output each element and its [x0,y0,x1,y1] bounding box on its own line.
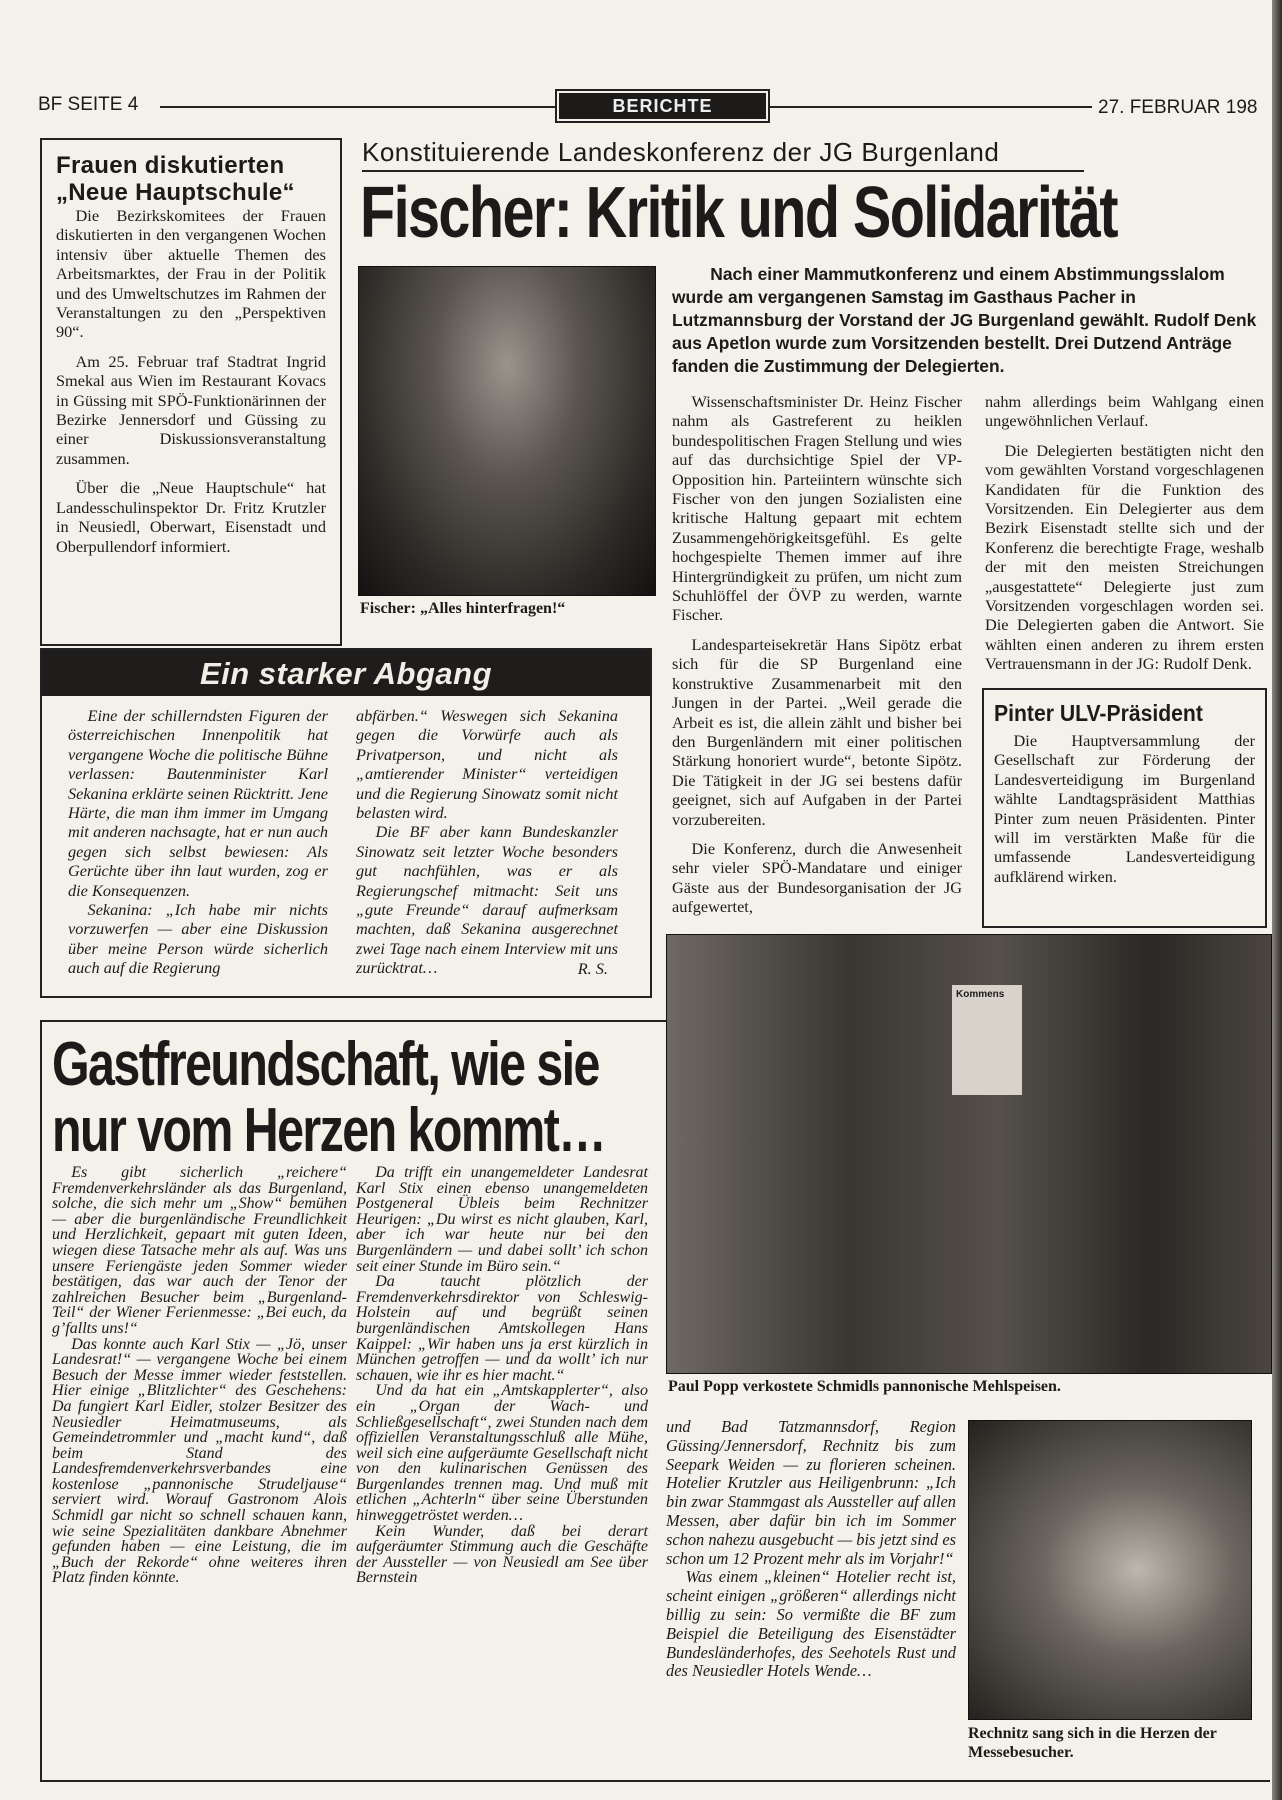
article-abgang [40,648,652,998]
headline-line: nur vom Herzen kommt… [52,1096,606,1165]
paragraph: Die Hauptversammlung der Gesellschaft zur Förderung der Landesverteidigung im Burgenland wählte Landtagspräsident Matthias Pinter zum neuen Präsidenten. Pinter will im verstärkten Maße für die umfassende Landesverteidigung aufklärend wirken. [994,731,1255,886]
paragraph: Eine der schillerndsten Figuren der österreichischen Innenpolitik hat vergangene Woche die politische Bühne verlassen: Bautenminister Karl Sekanina erklärte seinen Rücktritt. Jene Härte, die man ihm immer im Umgang mit anderen nachsagte, hat er nun auch gegen sich selbst bewiesen: Als Gerüchte über ihn laut wurden, zog er die Konsequenzen. [68,706,328,900]
article-title [56,152,326,206]
article-gast-border [40,1780,1270,1782]
header-rule-right [770,106,1092,108]
article-column [666,1418,956,1681]
article-headline: Fischer: Kritik und Solidarität [360,173,1117,253]
paragraph: Was einem „kleinen“ Hotelier recht ist, scheint einigen „größeren“ allerdings nicht billig zu sein: So vermißte die BF zum Beispiel die Beteiligung des Eisenstädter Bundesländerhofes, des Seehotels Rust und des Neusiedler Hotels Wende… [666,1567,956,1681]
paragraph: Wissenschaftsminister Dr. Heinz Fischer nahm als Gastreferent zu heiklen bundespolitischen Fragen Stellung und wies auf das durchsichtige Spiel der VP-Opposition hin. Parteiintern wünschte sich Fischer von den jungen Sozialisten eine kritische Haltung gepaart mit echtem Zusammengehörigkeitsgefühl. Es gelte hochgespielte Themen immer auf ihre Hintergründigkeit zu prüfen, um nicht zum Schuhlöffel der ÖVP zu werden, warnte Fischer. [672,392,962,625]
issue-date: 27. FEBRUAR 198 [1098,97,1258,118]
article-kicker: Konstituierende Landeskonferenz der JG Burgenland [362,137,1000,167]
article-column [672,392,962,917]
paragraph: und Bad Tatzmannsdorf, Region Güssing/Jennersdorf, Rechnitz bis zum Seepark Weiden — zu florieren scheinen. Hotelier Krutzler aus Heiligenbrunn: „Ich bin zwar Stammgast als Aussteller auf allen Messen, aber dafür bin ich im Sommer schon nahezu ausgebucht — bis jetzt sind es schon um 12 Prozent mehr als im Vorjahr!“ [666,1417,957,1568]
paragraph: Über die „Neue Hauptschule“ hat Landesschulinspektor Dr. Fritz Krutzler in Neusiedl, Oberwart, Eisenstadt und Oberpullendorf informiert. [56,478,326,556]
article-column [985,392,1264,674]
paragraph: Die Delegierten bestätigten nicht den vom gewählten Vorstand vorgeschlagenen Kandidaten für die Funktion des Vorsitzenden. Ein Delegierter aus dem Bezirk Eisenstadt stellte sich und der Konferenz die berechtigte Frage, weshalb der mit den meisten Streichungen „ausgestattete“ Delegierte just zum Vorsitzenden vorgeschlagen worden sei. Die Delegierten gaben die Antwort. Sie wählten einen anderen zu ihrem ersten Vertrauensmann in der JG: Rudolf Denk. [985,440,1264,674]
rechnitz-photo [968,1420,1252,1720]
poster [952,985,1022,1095]
paragraph: Landesparteisekretär Hans Sipötz erbat sich für die SP Burgenland eine konstruktive Zusammenarbeit mit den Jungen in der Partei. „Weil gerade die Arbeit es ist, die allein zählt und bisher bei den Burgenländern mit einer politischen Stärkung honoriert wurde“, betonte Sipötz. Die Tätigkeit in der JG sei bestens dafür geeignet, sich auf Aufgaben in der Partei vorzubereiten. [672,634,962,829]
page-number: BF SEITE 4 [38,94,139,115]
paragraph: Das konnte auch Karl Stix — „Jö, unser Landesrat!“ — vergangene Woche bei einem Besuch der Messe immer wieder feststellen. Hier einige „Blitzlichter“ des Geschehens: Da fungiert Karl Eidler, stolzer Besitzer des Neusiedler Heimatmuseums, als Gemeindetrommler und „macht kund“, daß beim Stand des Landesfremdenverkehrsverbandes eine kostenlose „pannonische Strudeljause“ serviert wird. Worauf Gastronom Alois Schmidl gar nicht so schnell schauen kann, wie seine Spezialitäten dankbare Abnehmer gefunden haben — eine Leistung, die im „Buch der Rekorde“ ohne weiteres ihren Platz finden könnte. [52,1335,347,1587]
article-pinter [982,688,1267,928]
article-body [56,206,326,556]
title-line: „Neue Hauptschule“ [56,179,295,206]
headline-line: Gastfreundschaft, wie sie [52,1030,599,1099]
paragraph: Kein Wunder, daß bei derart aufgeräumter Stimmung auch die Geschäfte der Aussteller — von Neusiedl am See über Bernstein [356,1522,648,1587]
article-title: Pinter ULV-Präsident [994,700,1203,726]
article-lead: Nach einer Mammutkonferenz und einem Abstimmungsslalom wurde am vergangenen Samstag im Gasthaus Pacher in Lutzmannsburg der Vorstand der JG Burgenland gewählt. Rudolf Denk aus Apetlon wurde zum Vorsitzenden bestellt. Drei Dutzend Anträge fanden die Zustimmung der Delegierten. [672,264,1257,376]
paragraph: Und da hat ein „Amtskapplerter“, also ein „Organ der Wach- und Schließgesellschaft“, zwei Stunden nach dem offiziellen Veranstaltungsschluß alle Mühe, weil sich eine aufgeräumte Gesellschaft nicht von den kulinarischen Genüssen des Burgenlandes trennen mag. Und muß mit etlichen „Achterln“ über seine Überstunden hinweggetröstet werden… [356,1382,648,1525]
paragraph: Am 25. Februar traf Stadtrat Ingrid Smekal aus Wien im Restaurant Kovacs in Güssing mit SPÖ-Funktionärinnen der Bezirke Jennersdorf und Güssing zu einer Diskussionsveranstaltung zusammen. [56,351,326,468]
article-title-bar [42,650,650,696]
poster-text: Kommens [956,989,1005,1000]
header-rule-left [160,106,555,108]
author-signature: R. S. [577,958,608,978]
paragraph: nahm allerdings beim Wahlgang einen ungewöhnlichen Verlauf. [985,392,1264,431]
paragraph: Da taucht plötzlich der Fremdenverkehrsdirektor von Schleswig-Holstein auf und begrüßt seinen burgenländischen Amtskollegen Hans Kaippel: „Wir haben uns ja erst kürzlich in München getroffen — und da wollt’ ich nur schauen, wie ihr es hier macht.“ [356,1273,648,1384]
article-headline [52,1032,605,1164]
article-column [52,1165,347,1586]
paragraph: Die Konferenz, durch die Anwesenheit sehr vieler SPÖ-Mandatare und einiger Gäste aus der Bundesorganisation der JG aufgewertet, [672,838,962,917]
article-column [356,1165,648,1586]
photo-caption: Fischer: „Alles hinterfragen!“ [360,600,566,617]
paragraph: abfärben.“ Weswegen sich Sekanina gegen die Vorwürfe auch als Privatperson, und nicht als „amtierender Minister“ verteidigen und die Regierung Sinowatz somit nicht belasten wird. [356,706,618,823]
scan-edge [1272,0,1282,1800]
section-label: BERICHTE [559,93,766,119]
messe-photo [666,934,1272,1374]
article-column [68,706,328,978]
section-label-box [555,89,770,123]
photo-caption: Rechnitz sang sich in die Herzen der Messebesucher. [968,1725,1217,1761]
title-line: Frauen diskutierten [56,152,285,179]
article-frauen [40,138,342,646]
article-gast-border [40,1020,666,1022]
article-body [994,731,1255,886]
paragraph: Die Bezirkskomitees der Frauen diskutierten in den vergangenen Wochen intensiv über aktuelle Themen des Arbeitsmarktes, der Frau in der Politik und des Umweltschutzes im Rahmen der Veranstaltungen zu den „Perspektiven 90“. [56,206,326,342]
paragraph: Sekanina: „Ich habe mir nichts vorzuwerfen — aber eine Diskussion über meine Person würde sicherlich auch auf die Regierung [68,900,328,978]
article-title: Ein starker Abgang [199,656,493,691]
fischer-photo [358,266,656,596]
paragraph: Es gibt sicherlich „reichere“ Fremdenverkehrsländer als das Burgenland, solche, die sich mehr um „Show“ bemühen — aber die burgenländische Freundlichkeit und Herzlichkeit, gepaart mit guten Ideen, wiegen diese Tatsache mehr als auf. Was uns unsere Feriengäste jeden Sommer wieder bestätigen, das war auch der Tenor der zahlreichen Besucher beim „Burgenland-Teil“ der Wiener Ferienmesse: „Bei euch, da g’fallts uns!“ [52,1164,347,1337]
photo-caption: Paul Popp verkostete Schmidls pannonische Mehlspeisen. [668,1378,1061,1395]
paragraph: Die BF aber kann Bundeskanzler Sinowatz seit letzter Woche besonders gut nachfühlen, was er als Regierungschef mitmacht: Seit uns „gute Freunde“ darauf aufmerksam machten, daß Sekanina ausgerechnet zwei Tage nach einem Interview mit uns zurücktrat… [356,822,618,978]
article-gast-border [40,1020,42,1782]
article-column [356,706,618,978]
paragraph: Da trifft ein unangemeldeter Landesrat Karl Stix einen ebenso unangemeldeten Postgeneral Übleis beim Rechnitzer Heurigen: „Du wirst es nicht glauben, Karl, aber ich war heute nur bei den Burgenländern — und dabei sollt’ ich schon seit einer Stunde im Büro sein.“ [356,1164,648,1275]
